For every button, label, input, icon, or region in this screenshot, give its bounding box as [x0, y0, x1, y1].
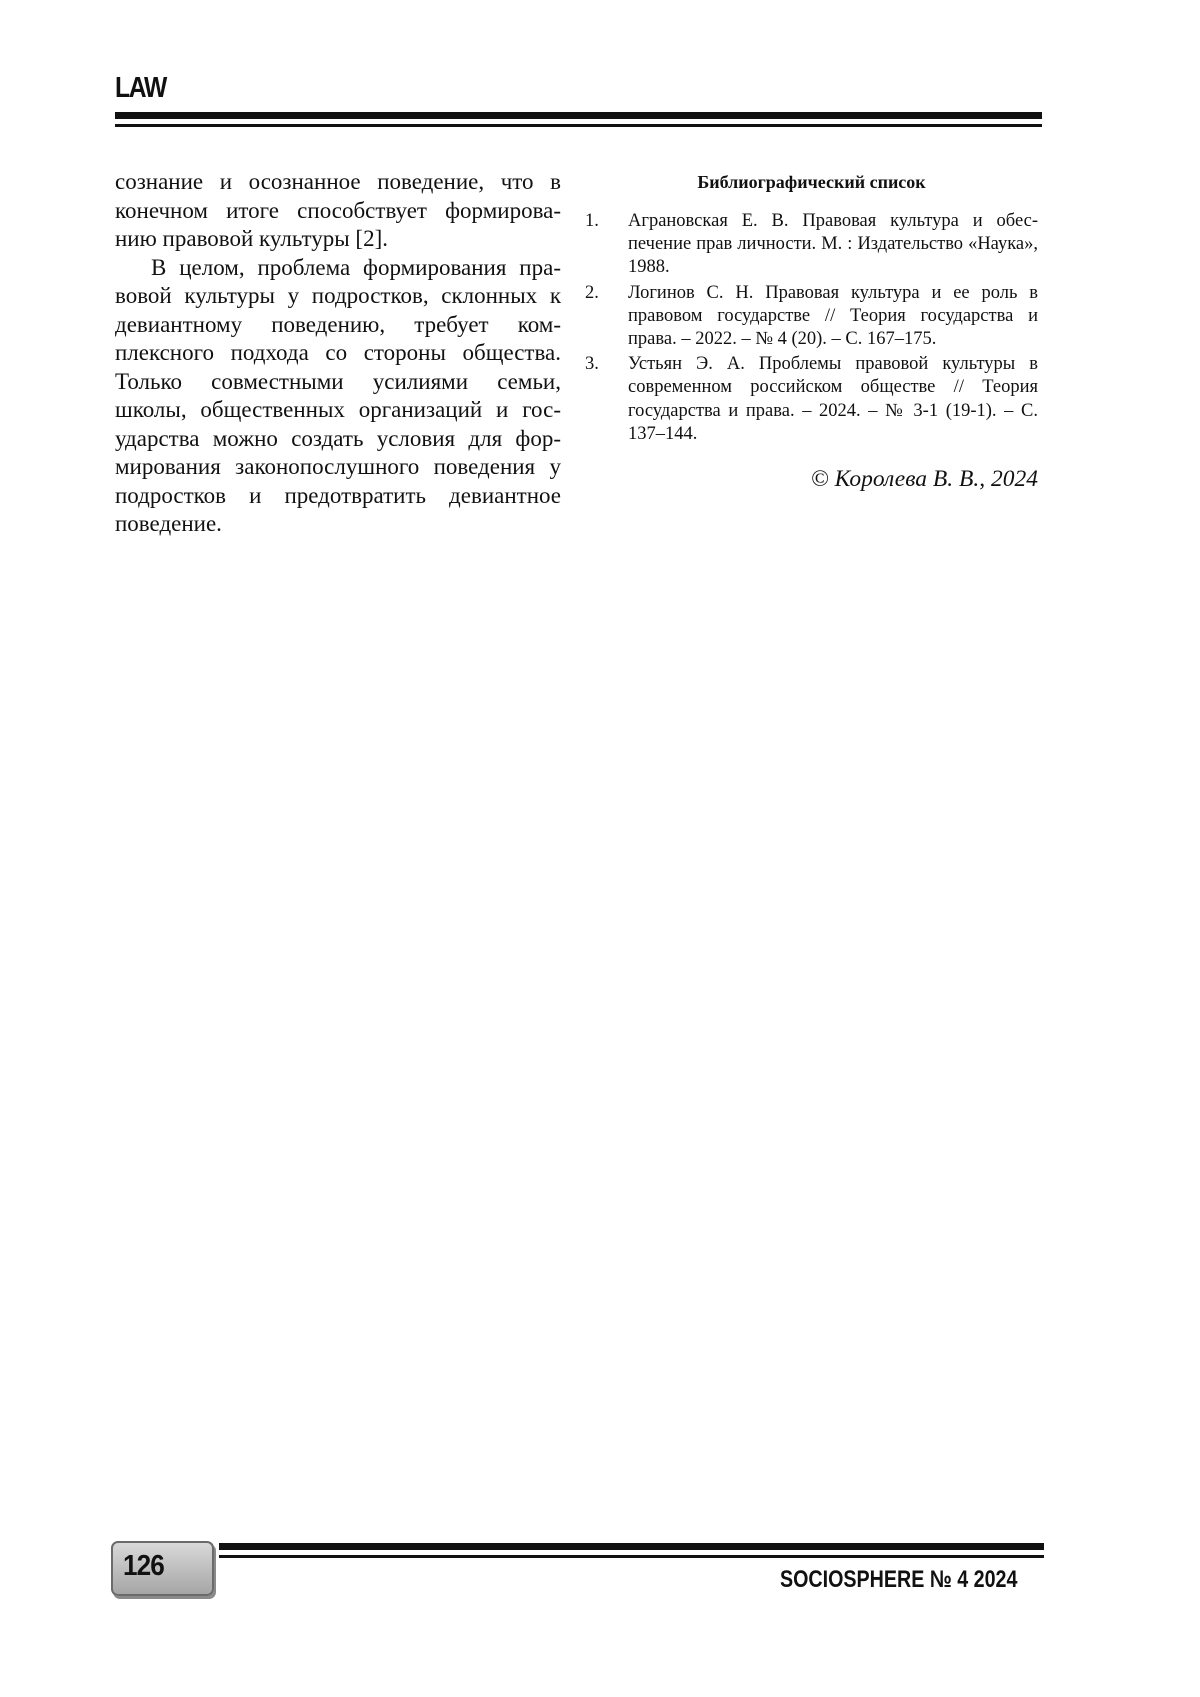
bibliography-item-text: Аграновская Е. В. Правовая культура и обес-печение прав личности. М. : Издательство «Наука», 1988. — [628, 211, 1038, 278]
paragraph-2: В целом, проблема формирования пра-вовой культуры у подростков, склонных к девиантному поведению, требует ком-плексного подхода со стороны общества. Только совместными усилиями семьи, школы, общественных организаций и гос-ударства можно создать условия для фор-мирования законопослушного поведения у подростков и предотвратить девиантное поведение. — [115, 254, 561, 536]
section-title: LAW — [115, 72, 166, 104]
bibliography-list — [585, 210, 1038, 446]
bibliography-item-text: Логинов С. Н. Правовая культура и ее роль в правовом государстве // Теория государства и права. – 2022. – № 4 (20). – С. 167–175. — [628, 282, 1038, 350]
bibliography-item-number: 2. — [585, 282, 599, 303]
paragraph-1: сознание и осознанное поведение, что в конечном итоге способствует формирова-нию правовой культуры [2]. — [115, 169, 561, 251]
page-number-badge — [111, 1541, 214, 1596]
page-number: 126 — [123, 1550, 164, 1582]
footer-rule-thin — [219, 1555, 1044, 1558]
left-column — [115, 168, 561, 539]
bibliography-item-text: Устьян Э. А. Проблемы правовой культуры в современном российском обществе // Теория государства и права. – 2024. – № 3-1 (19-1). – С. 137–144. — [628, 354, 1038, 444]
header-rule-thin — [115, 124, 1042, 127]
bibliography-item — [585, 210, 1038, 280]
bibliography — [585, 170, 1038, 493]
bibliography-item-number: 1. — [585, 211, 599, 231]
bibliography-item — [585, 353, 1038, 446]
bibliography-title: Библиографический список — [697, 172, 926, 192]
bibliography-item — [585, 282, 1038, 352]
copyright-notice: © Королева В. В., 2024 — [810, 466, 1038, 493]
header-rule-thick — [115, 112, 1042, 119]
journal-name: SOCIOSPHERE № 4 2024 — [780, 1566, 1018, 1593]
bibliography-item-number: 3. — [585, 354, 599, 375]
footer-rule-thick — [219, 1543, 1044, 1550]
